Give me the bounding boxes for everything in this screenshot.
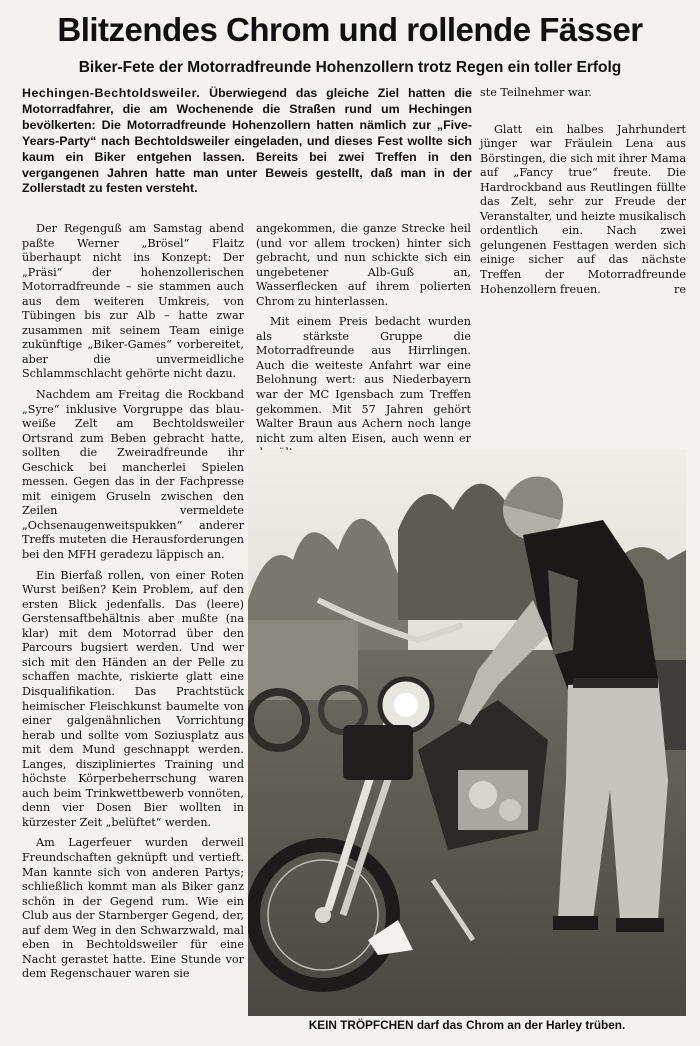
lead-paragraph: [22, 86, 472, 197]
paragraph: Ein Bierfaß rollen, von einer Roten Wurst beißen? Kein Problem, auf den ersten Blick jedenfalls. Das (leere) Gerstensaftbehältnis aber mußte (na klar) mit dem Motorrad über den Parcours bugsiert werden. Und wer sich mit den Händen an der Pelle zu schaffen machte, riskierte glatt eine Disqualifikation. Das Prachtstück heimischer Fleischkunst baumelte von einer galgenähnlichen Vorrichtung herab und sollte vom Soziusplatz aus mit dem Mund geschnappt werden. Langes, diszipliniertes Training und höchste Körperbeherrschung waren auch beim Trinkwettbewerb vonnöten, denn vier Dosen Bier wollten in kürzester Zeit „belüftet“ werden.: [22, 568, 244, 829]
photo-caption: KEIN TRÖPFCHEN darf das Chrom an der Harley trüben.: [308, 1018, 626, 1032]
news-photo: [248, 450, 686, 1016]
paragraph: Am Lagerfeuer wurden derweil Freundschaften geknüpft und vertieft. Man kannte sich von anderen Partys; schließlich kommt man als Biker ganz schön in der Gegend rum. Wie ein Club aus der Starnberger Gegend, der, auf dem Weg in den Schwarzwald, mal eben in Bechtoldsweiler für eine Nacht gerastet hatte. Eine Stunde vor dem Regenschauer waren sie: [22, 836, 244, 981]
article-column-2: [256, 222, 471, 467]
headline: Blitzendes Chrom und rollende Fässer: [57, 11, 643, 48]
paragraph: Nachdem am Freitag die Rockband „Syre“ inklusive Vorgruppe das blau-weiße Zelt am Bechtoldsweiler Ortsrand zum Beben gebracht hatte, sollten die Zweiradfreunde ihr Geschick bei mancherlei Spielen messen. Gegen das in der Fachpresse mit einigem Gruseln zwischen den Zeilen vermeldete „Ochsenaugenweitspukken“ anderer Treffs muteten die Herausforderungen bei den MFH geradezu läppisch an.: [22, 388, 244, 562]
subheadline: Biker-Fete der Motorradfreunde Hohenzollern trotz Regen ein toller Erfolg: [78, 59, 622, 76]
paragraph: angekommen, die ganze Strecke heil (und vor allem trocken) hinter sich gebracht, und nun schickte sich ein ungebetener Alb-Guß an, Wasserflecken auf ihrem polierten Chrom zu hinterlassen.: [256, 222, 471, 308]
article-column-1: [22, 222, 244, 988]
lead-text: Überwiegend das gleiche Ziel hatten die Motorradfahrer, die am Wochenende die Straßen rund um Hechingen bevölkerten: Die Motorradfreunde Hohenzollern hatten nämlich zur „Five-Years-Party“ nach Bechtoldsweiler eingeladen, und dieses Fest wollte sich kaum ein Biker entgehen lassen. Bereits bei zwei Treffen in den vergangenen Jahren hatte man unter Beweis gestellt, daß man in der Zollerstadt zu festen versteht.: [22, 86, 472, 196]
paragraph: Der Regenguß am Samstag abend paßte Werner „Brösel“ Flaitz überhaupt nicht ins Konzept: Der „Präsi“ der hohenzollerischen Motorradfreunde – sie stammen auch aus dem weiteren Umkreis, von Tübingen bis zur Alb – hatte zwar zusammen mit seinem Team einige zukünftige „Biker-Games“ vorbereitet, aber die unvermeidliche Schlammschlacht gehörte nicht dazu.: [22, 222, 244, 381]
dateline: Hechingen-Bechtoldsweiler.: [22, 86, 201, 100]
paragraph: Mit einem Preis bedacht wurden als stärkste Gruppe die Motorradfreunde aus Hirrlingen. Auch die weiteste Anfahrt war eine Belohnung wert: aus Niederbayern war der MC Igensbach zum Treffen gekommen. Mit 57 Jahren gehört Walter Braun aus Achern noch lange nicht zum alten Eisen, auch wenn er: [256, 315, 471, 445]
paragraph: Glatt ein halbes Jahrhundert jünger war Fräulein Lena aus Börstingen, die sich mit ihrer Mama auf „Fancy true“ freute. Die Hardrockband aus Reutlingen füllte das Zelt, sehr zur Freude der Veranstalter, und heizte musikalisch ordentlich ein. Nach zwei gelungenen Festtagen werden sich einige sicher auf das nächste Treffen der Motorradfreunde Hohenzollern freuen.: [480, 122, 686, 296]
article-column-3: [480, 86, 686, 298]
author-signature: re: [674, 283, 686, 297]
paragraph: ste Teilnehmer war.: [480, 86, 592, 99]
